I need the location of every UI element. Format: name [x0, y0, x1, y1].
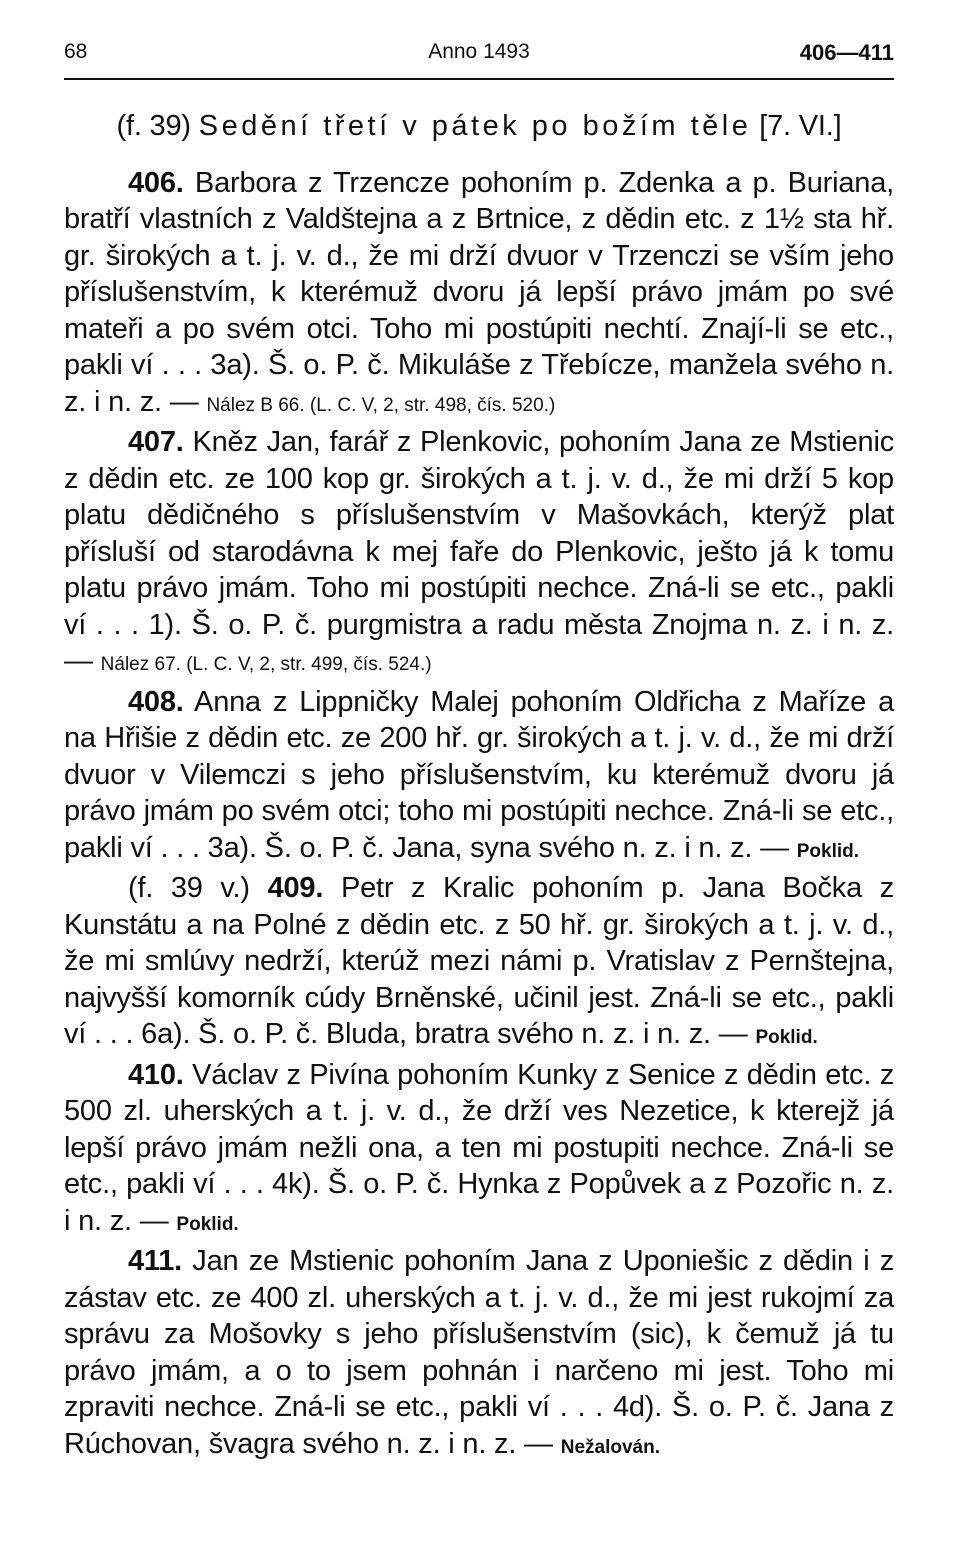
entry-text: Jan ze Mstienic pohoním Jana z Uponiešic z dědin i z zástav etc. ze 400 zl. uherských a t. j. v. d., že mi jest rukojmí za správu za Mošovky s jeho příslušenstvím (sic), k čemuž já tu právo jmám, a o to jsem pohnán i narčeno mi jest. Toho mi zpraviti nechce. Zná-li se etc., pakli ví . . . 4d). Š. o. P. č. Jana z Rúchovan, švagra svého n. z. i n. z. —	[64, 1245, 895, 1460]
entry-range: 406—411	[799, 40, 894, 65]
entry-411	[64, 1243, 894, 1466]
entry-source: Poklid.	[755, 1027, 818, 1048]
page-number: 68	[64, 40, 88, 63]
entry-number: 409.	[267, 872, 324, 904]
header-title: Anno 1493	[428, 40, 530, 63]
entry-text: Petr z Kralic pohoním p. Jana Bočka z Kunstátu a na Polné z dědin etc. z 50 hř. gr. širokých a t. j. v. d., že mi smlúvy nedrží, kterúž mezi námi p. Vratislav z Pernštejna, najvyšší komorník cúdy Brněnské, učinil jest. Zná-li se etc., pakli ví . . . 6a). Š. o. P. č. Bluda, bratra svého n. z. i n. z. —	[64, 872, 895, 1050]
entry-text: Kněz Jan, farář z Plenkovic, pohoním Jana ze Mstienic z dědin etc. ze 100 kop gr. širokých a t. j. v. d., že mi drží 5 kop platu dědičného s příslušenstvím v Mašovkách, kterýž plat přísluší od starodávna k mej faře do Plenkovic, ješto já k tomu platu právo jmám. Toho mi postúpiti nechce. Zná-li se etc., pakli ví . . . 1). Š. o. P. č. purgmistra a radu města Znojma n. z. i n. z. —	[64, 426, 894, 677]
entry-406	[64, 165, 894, 425]
entry-source: Nežalován.	[560, 1436, 660, 1458]
entry-source: Poklid.	[796, 840, 860, 862]
entry-text: Barbora z Trzencze pohoním p. Zdenka a p. Buriana, bratří vlastních z Valdštejna a z Brtnice, z dědin etc. z 1½ sta hř. gr. širokých a t. j. v. d., že mi drží dvuor v Trzenczi se vším jeho příslušenstvím, k kterémuž dvoru já lepší právo jmám po své mateři a po svém otci. Toho mi postúpiti nechtí. Znají-li se etc., pakli ví . . . 3a). Š. o. P. č. Mikuláše z Třebícze, manžela svého n. z. i n. z. —	[64, 166, 894, 418]
entry-folio: (f. 39 v.)	[128, 872, 250, 904]
entry-408	[64, 684, 894, 871]
entry-source: Nález B 66. (L. C. V, 2, str. 498, čís. 520.)	[206, 394, 556, 416]
entry-source: Nález 67. (L. C. V, 2, str. 499, čís. 524.)	[100, 654, 432, 675]
entry-number: 411.	[128, 1245, 183, 1277]
entry-number: 407.	[128, 426, 184, 458]
session-date: [7. VI.]	[759, 110, 842, 142]
session-heading	[64, 108, 894, 145]
entry-text: Anna z Lippničky Malej pohoním Oldřicha z Mařízе a na Hřišie z dědin etc. ze 200 hř. gr. širokých a t. j. v. d., že mi drží dvuor v Vilemczi s jeho příslušenstvím, ku kterémuž dvoru já právo jmám po svém otci; toho mi postúpiti nechce. Zná-li se etc., pakli ví . . . 3a). Š. o. P. č. Jana, syna svého n. z. i n. z. —	[64, 685, 895, 864]
session-title: Sedění třetí v pátek po božím těle	[198, 110, 752, 142]
session-folio: (f. 39)	[116, 110, 191, 142]
entry-407	[64, 424, 894, 684]
entry-number: 410.	[128, 1058, 184, 1091]
entry-source: Poklid.	[176, 1213, 239, 1235]
page-body	[64, 108, 894, 1466]
entry-number: 408.	[128, 685, 184, 718]
entry-number: 406.	[128, 166, 184, 199]
entry-text: Václav z Pivína pohoním Kunky z Senice z dědin etc. z 500 zl. uherských a t. j. v. d., že drží ves Nezetice, k kterejž já lepší právo jmám nežli ona, a ten mi postupiti nechce. Zná-li se etc., pakli ví . . . 4k). Š. o. P. č. Hynka z Popůvek a z Pozořic n. z. i n. z. —	[64, 1058, 894, 1237]
entry-410	[64, 1057, 894, 1244]
entry-409	[64, 870, 894, 1057]
running-header	[64, 38, 894, 80]
